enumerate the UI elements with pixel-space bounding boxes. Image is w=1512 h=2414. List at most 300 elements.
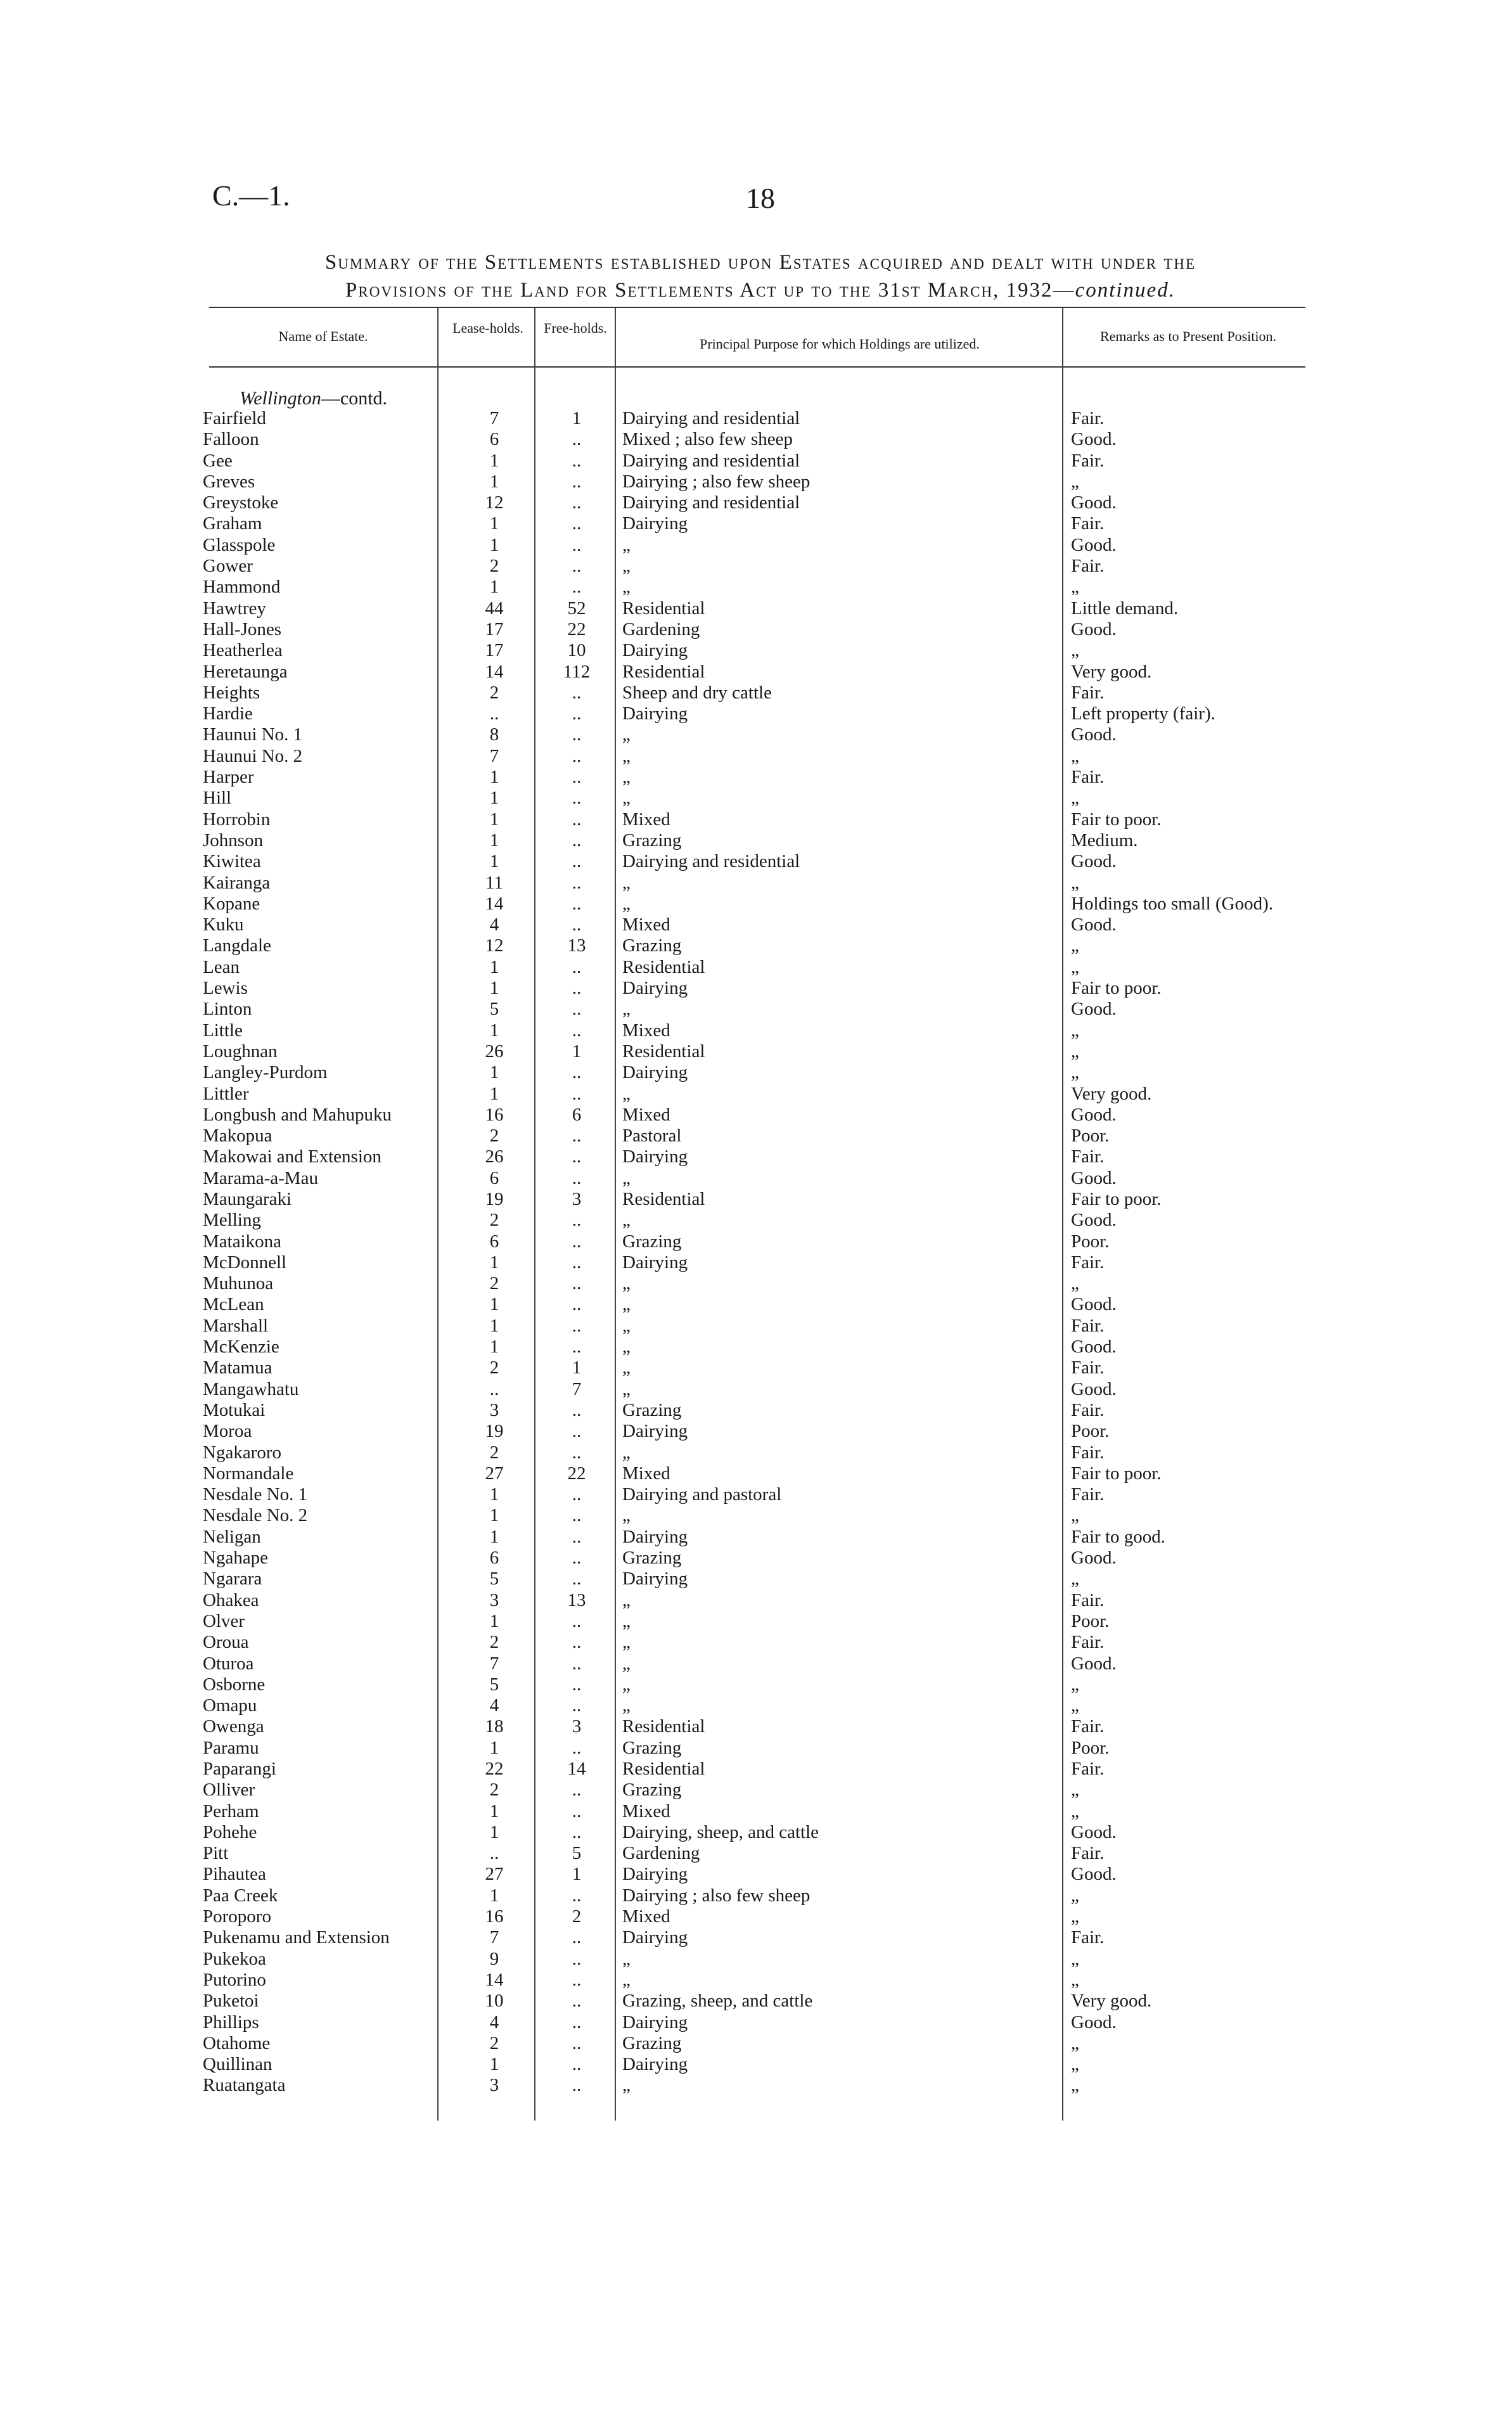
estate-name: Hammond [203, 577, 281, 598]
freeholds-count: .. [572, 1442, 582, 1463]
leaseholds-count: 4 [489, 915, 499, 935]
principal-purpose: Gardening [622, 1843, 700, 1864]
estate-name: Horrobin [203, 809, 271, 830]
leaseholds-count: 1 [489, 577, 499, 598]
estate-name: Kairanga [203, 872, 271, 893]
table-row [0, 724, 1512, 745]
remarks: Medium. [1071, 830, 1138, 851]
freeholds-count: 1 [572, 1864, 582, 1885]
estate-name: Hardie [203, 703, 253, 724]
estate-name: Mataikona [203, 1231, 282, 1252]
estate-name: Pihautea [203, 1864, 266, 1885]
district-suffix: —contd. [321, 388, 388, 409]
leaseholds-count: 2 [489, 1126, 499, 1146]
estate-name: Mangawhatu [203, 1378, 299, 1399]
freeholds-count: .. [572, 1231, 582, 1252]
table-row [0, 1358, 1512, 1378]
remarks: „ [1071, 1906, 1079, 1927]
remarks: „ [1071, 471, 1079, 492]
table-row [0, 1949, 1512, 1970]
table-row [0, 1780, 1512, 1801]
freeholds-count: .. [572, 915, 582, 935]
table-row [0, 408, 1512, 429]
principal-purpose: Pastoral [622, 1126, 682, 1146]
estate-name: Longbush and Mahupuku [203, 1104, 392, 1125]
remarks: Poor. [1071, 1231, 1110, 1252]
remarks: Good. [1071, 1821, 1117, 1842]
table-row [0, 1738, 1512, 1759]
principal-purpose: Mixed [622, 1020, 670, 1041]
estate-name: Ngahape [203, 1548, 269, 1569]
principal-purpose: „ [622, 767, 631, 788]
table-row [0, 535, 1512, 556]
table-row [0, 830, 1512, 851]
estate-name: Pohehe [203, 1821, 257, 1842]
leaseholds-count: 1 [489, 1020, 499, 1041]
estate-name: Pitt [203, 1843, 229, 1864]
leaseholds-count: 2 [489, 2032, 499, 2053]
principal-purpose: Dairying [622, 513, 688, 534]
estate-name: Quillinan [203, 2054, 272, 2075]
leaseholds-count: 10 [485, 1991, 504, 2012]
estate-name: Littler [203, 1083, 249, 1104]
estate-name: Kiwitea [203, 851, 261, 872]
freeholds-count: 10 [567, 640, 586, 661]
freeholds-count: .. [572, 724, 582, 745]
table-row [0, 809, 1512, 830]
title-line-2 [190, 276, 1331, 304]
table-row [0, 1505, 1512, 1526]
estate-name: Ruatangata [203, 2075, 286, 2096]
leaseholds-count: 17 [485, 640, 504, 661]
freeholds-count: .. [572, 556, 582, 577]
remarks: Fair. [1071, 1589, 1105, 1610]
freeholds-count: 2 [572, 1906, 582, 1927]
freeholds-count: 1 [572, 1358, 582, 1378]
freeholds-count: .. [572, 1569, 582, 1589]
remarks: Poor. [1071, 1737, 1110, 1758]
district-name: Wellington [240, 388, 321, 409]
principal-purpose: Grazing [622, 830, 682, 851]
freeholds-count: 52 [567, 598, 586, 619]
estate-name: Heretaunga [203, 661, 288, 682]
principal-purpose: „ [622, 1315, 631, 1336]
estate-name: Greves [203, 471, 255, 492]
table-row [0, 703, 1512, 724]
principal-purpose: „ [622, 872, 631, 893]
estate-name: McKenzie [203, 1337, 279, 1358]
freeholds-count: .. [572, 893, 582, 914]
page-number: 18 [746, 182, 775, 214]
leaseholds-count: 1 [489, 1505, 499, 1526]
remarks: „ [1071, 1505, 1079, 1526]
leaseholds-count: 1 [489, 809, 499, 830]
freeholds-count: .. [572, 999, 582, 1020]
freeholds-count: .. [572, 1653, 582, 1674]
table-row [0, 1126, 1512, 1146]
estate-name: Pukenamu and Extension [203, 1927, 390, 1948]
remarks: Fair. [1071, 1252, 1105, 1273]
estate-name: Linton [203, 999, 252, 1020]
table-row [0, 1885, 1512, 1906]
remarks: Fair. [1071, 408, 1105, 428]
leaseholds-count: 6 [489, 429, 499, 450]
table-row [0, 1674, 1512, 1695]
estate-name: Makopua [203, 1126, 272, 1146]
freeholds-count: .. [572, 1484, 582, 1505]
estate-name: Ohakea [203, 1589, 259, 1610]
leaseholds-count: 18 [485, 1716, 504, 1737]
leaseholds-count: 14 [485, 661, 504, 682]
principal-purpose: „ [622, 893, 631, 914]
remarks: „ [1071, 1569, 1079, 1589]
remarks: Little demand. [1071, 598, 1179, 619]
table-row [0, 472, 1512, 492]
remarks: Fair. [1071, 1484, 1105, 1505]
table-row [0, 1590, 1512, 1611]
estate-name: Osborne [203, 1674, 266, 1695]
principal-purpose: Dairying [622, 1252, 688, 1273]
freeholds-count: 6 [572, 1104, 582, 1125]
estate-name: Perham [203, 1801, 259, 1821]
table-row [0, 1548, 1512, 1569]
freeholds-count: .. [572, 788, 582, 809]
table-row [0, 1970, 1512, 1991]
remarks: Fair. [1071, 450, 1105, 471]
table-row [0, 1041, 1512, 1062]
table-row [0, 767, 1512, 788]
principal-purpose: Dairying [622, 640, 688, 661]
remarks: Good. [1071, 851, 1117, 872]
principal-purpose: Dairying and residential [622, 851, 800, 872]
freeholds-count: .. [572, 851, 582, 872]
freeholds-count: .. [572, 429, 582, 450]
freeholds-count: .. [572, 2012, 582, 2032]
table-row [0, 2075, 1512, 2096]
freeholds-count: 112 [563, 661, 591, 682]
freeholds-count: .. [572, 1695, 582, 1716]
principal-purpose: Dairying [622, 1526, 688, 1547]
remarks: Very good. [1071, 1083, 1152, 1104]
leaseholds-count: 6 [489, 1167, 499, 1188]
remarks: Fair to poor. [1071, 809, 1162, 830]
remarks: „ [1071, 1041, 1079, 1062]
leaseholds-count: 2 [489, 1273, 499, 1294]
table-row [0, 957, 1512, 978]
estate-name: Paramu [203, 1737, 259, 1758]
leaseholds-count: 1 [489, 1821, 499, 1842]
leaseholds-count: 1 [489, 1801, 499, 1821]
principal-purpose: Grazing [622, 1548, 682, 1569]
estate-name: Paparangi [203, 1759, 276, 1779]
principal-purpose: Residential [622, 1188, 705, 1209]
estate-name: Puketoi [203, 1991, 259, 2012]
leaseholds-count: 1 [489, 1526, 499, 1547]
principal-purpose: Dairying [622, 1146, 688, 1167]
table-row [0, 1991, 1512, 2012]
leaseholds-count: 14 [485, 1969, 504, 1990]
table-row [0, 1716, 1512, 1737]
remarks: „ [1071, 640, 1079, 661]
freeholds-count: .. [572, 1421, 582, 1442]
freeholds-count: 14 [567, 1759, 586, 1779]
remarks: Good. [1071, 492, 1117, 513]
estate-name: Matamua [203, 1358, 272, 1378]
leaseholds-count: 5 [489, 999, 499, 1020]
principal-purpose: Dairying and residential [622, 492, 800, 513]
table-row [0, 1843, 1512, 1864]
leaseholds-count: 6 [489, 1548, 499, 1569]
principal-purpose: Dairying [622, 1569, 688, 1589]
freeholds-count: .. [572, 1315, 582, 1336]
principal-purpose: „ [622, 556, 631, 577]
principal-purpose: „ [622, 1653, 631, 1674]
leaseholds-count: 1 [489, 1484, 499, 1505]
table-row [0, 640, 1512, 661]
principal-purpose: Dairying [622, 1421, 688, 1442]
estate-name: McDonnell [203, 1252, 287, 1273]
remarks: Good. [1071, 1294, 1117, 1315]
freeholds-count: .. [572, 2054, 582, 2075]
table-row [0, 683, 1512, 703]
leaseholds-count: 1 [489, 2054, 499, 2075]
principal-purpose: Mixed [622, 809, 670, 830]
leaseholds-count: 5 [489, 1569, 499, 1589]
principal-purpose: Mixed ; also few sheep [622, 429, 793, 450]
remarks: Fair. [1071, 513, 1105, 534]
freeholds-count: .. [572, 1210, 582, 1231]
estate-name: Little [203, 1020, 243, 1041]
principal-purpose: Residential [622, 1041, 705, 1062]
leaseholds-count: 3 [489, 1589, 499, 1610]
leaseholds-count: 17 [485, 619, 504, 639]
freeholds-count: .. [572, 1610, 582, 1631]
leaseholds-count: 19 [485, 1188, 504, 1209]
title-line-2-text: Provisions of the Land for Settlements Act up to the 31st March, 1932— [345, 279, 1075, 302]
leaseholds-count: 2 [489, 556, 499, 577]
table-row [0, 1759, 1512, 1780]
principal-purpose: Grazing [622, 1780, 682, 1801]
freeholds-count: 22 [567, 619, 586, 639]
table-row [0, 894, 1512, 915]
table-row [0, 1442, 1512, 1463]
estate-name: Maungaraki [203, 1188, 292, 1209]
estate-name: Pukekoa [203, 1948, 266, 1969]
leaseholds-count: 2 [489, 1442, 499, 1463]
freeholds-count: 1 [572, 408, 582, 428]
table-row [0, 1801, 1512, 1822]
freeholds-count: .. [572, 1062, 582, 1083]
freeholds-count: .. [572, 513, 582, 534]
remarks: „ [1071, 2075, 1079, 2096]
principal-purpose: „ [622, 1294, 631, 1315]
principal-purpose: „ [622, 1610, 631, 1631]
leaseholds-count: 1 [489, 1737, 499, 1758]
column-header-name: Name of Estate. [278, 328, 368, 344]
table-row [0, 1569, 1512, 1589]
principal-purpose: Dairying [622, 1927, 688, 1948]
estate-name: Olver [203, 1610, 245, 1631]
table-row [0, 556, 1512, 577]
leaseholds-count: 3 [489, 2075, 499, 2096]
table-row [0, 1337, 1512, 1358]
title-line-1: Summary of the Settlements established upon Estates acquired and dealt with under the [324, 251, 1196, 274]
freeholds-count: .. [572, 745, 582, 766]
estate-name: Graham [203, 513, 262, 534]
principal-purpose: „ [622, 1969, 631, 1990]
remarks: Good. [1071, 999, 1117, 1020]
leaseholds-count: 1 [489, 851, 499, 872]
table-header-rule [209, 366, 1305, 368]
freeholds-count: .. [572, 450, 582, 471]
remarks: Fair. [1071, 1716, 1105, 1737]
remarks: Fair to poor. [1071, 978, 1162, 999]
table-row [0, 513, 1512, 534]
principal-purpose: Grazing [622, 2032, 682, 2053]
document-code: C.—1. [212, 179, 290, 212]
table-row [0, 1927, 1512, 1948]
freeholds-count: .. [572, 1885, 582, 1906]
freeholds-count: .. [572, 1821, 582, 1842]
leaseholds-count: 1 [489, 1062, 499, 1083]
table-row [0, 1695, 1512, 1716]
table-row [0, 1231, 1512, 1252]
leaseholds-count: 11 [485, 872, 503, 893]
remarks: Good. [1071, 619, 1117, 639]
principal-purpose: Residential [622, 661, 705, 682]
leaseholds-count: 1 [489, 1315, 499, 1336]
leaseholds-count: 1 [489, 1337, 499, 1358]
leaseholds-count: 27 [485, 1463, 504, 1484]
table-row [0, 851, 1512, 872]
principal-purpose: „ [622, 1167, 631, 1188]
freeholds-count: .. [572, 1294, 582, 1315]
leaseholds-count: 26 [485, 1146, 504, 1167]
remarks: Fair. [1071, 556, 1105, 577]
principal-purpose: Grazing [622, 935, 682, 956]
leaseholds-count: 1 [489, 1083, 499, 1104]
remarks: Good. [1071, 1167, 1117, 1188]
freeholds-count: .. [572, 1083, 582, 1104]
remarks: Fair. [1071, 1442, 1105, 1463]
freeholds-count: .. [572, 872, 582, 893]
remarks: Fair. [1071, 1632, 1105, 1653]
freeholds-count: .. [572, 2032, 582, 2053]
remarks: „ [1071, 2032, 1079, 2053]
table-row [0, 2054, 1512, 2075]
estate-name: Ngakaroro [203, 1442, 282, 1463]
section-heading [240, 388, 387, 409]
freeholds-count: .. [572, 703, 582, 724]
principal-purpose: „ [622, 1589, 631, 1610]
estate-name: Moroa [203, 1421, 252, 1442]
table-row [0, 492, 1512, 513]
remarks: Very good. [1071, 661, 1152, 682]
table-row [0, 2012, 1512, 2033]
principal-purpose: Mixed [622, 1801, 670, 1821]
freeholds-count: .. [572, 978, 582, 999]
freeholds-count: .. [572, 471, 582, 492]
freeholds-count: .. [572, 1146, 582, 1167]
leaseholds-count: 16 [485, 1906, 504, 1927]
leaseholds-count: 12 [485, 492, 504, 513]
principal-purpose: „ [622, 1442, 631, 1463]
leaseholds-count: 27 [485, 1864, 504, 1885]
freeholds-count: .. [572, 1801, 582, 1821]
freeholds-count: .. [572, 1252, 582, 1273]
remarks: „ [1071, 1969, 1079, 1990]
leaseholds-count: .. [489, 703, 499, 724]
remarks: „ [1071, 935, 1079, 956]
remarks: „ [1071, 2054, 1079, 2075]
principal-purpose: „ [622, 1337, 631, 1358]
principal-purpose: Sheep and dry cattle [622, 682, 772, 703]
principal-purpose: „ [622, 724, 631, 745]
estate-name: Lean [203, 956, 240, 977]
freeholds-count: .. [572, 1991, 582, 2012]
principal-purpose: Grazing [622, 1231, 682, 1252]
estate-name: Haunui No. 1 [203, 724, 303, 745]
leaseholds-count: 1 [489, 978, 499, 999]
remarks: Poor. [1071, 1126, 1110, 1146]
table-row [0, 1062, 1512, 1083]
table-row [0, 598, 1512, 619]
remarks: Fair to poor. [1071, 1463, 1162, 1484]
remarks: „ [1071, 1062, 1079, 1083]
estate-name: Heatherlea [203, 640, 283, 661]
remarks: Fair. [1071, 1927, 1105, 1948]
table-row [0, 935, 1512, 956]
freeholds-count: 3 [572, 1188, 582, 1209]
principal-purpose: Dairying, sheep, and cattle [622, 1821, 819, 1842]
principal-purpose: Dairying [622, 978, 688, 999]
table-row [0, 1822, 1512, 1843]
freeholds-count: 3 [572, 1716, 582, 1737]
table-row [0, 1210, 1512, 1231]
leaseholds-count: 9 [489, 1948, 499, 1969]
principal-purpose: Dairying [622, 1864, 688, 1885]
principal-purpose: Mixed [622, 915, 670, 935]
estate-name: Marama-a-Mau [203, 1167, 318, 1188]
estate-name: Heights [203, 682, 260, 703]
estate-name: Phillips [203, 2012, 259, 2032]
estate-name: Falloon [203, 429, 259, 450]
principal-purpose: Residential [622, 598, 705, 619]
estate-name: Ngarara [203, 1569, 262, 1589]
principal-purpose: Dairying [622, 2012, 688, 2032]
principal-purpose: „ [622, 577, 631, 598]
estate-name: Gee [203, 450, 233, 471]
freeholds-count: .. [572, 1399, 582, 1420]
principal-purpose: Grazing, sheep, and cattle [622, 1991, 813, 2012]
principal-purpose: „ [622, 788, 631, 809]
leaseholds-count: 1 [489, 830, 499, 851]
freeholds-count: .. [572, 1337, 582, 1358]
leaseholds-count: 7 [489, 408, 499, 428]
leaseholds-count: 1 [489, 788, 499, 809]
remarks: „ [1071, 1674, 1079, 1695]
remarks: Poor. [1071, 1610, 1110, 1631]
freeholds-count: 13 [567, 1589, 586, 1610]
freeholds-count: .. [572, 1167, 582, 1188]
remarks: „ [1071, 1273, 1079, 1294]
remarks: Fair. [1071, 767, 1105, 788]
remarks: Poor. [1071, 1421, 1110, 1442]
remarks: „ [1071, 1020, 1079, 1041]
principal-purpose: Dairying ; also few sheep [622, 471, 810, 492]
leaseholds-count: 22 [485, 1759, 504, 1779]
remarks: Fair. [1071, 1843, 1105, 1864]
